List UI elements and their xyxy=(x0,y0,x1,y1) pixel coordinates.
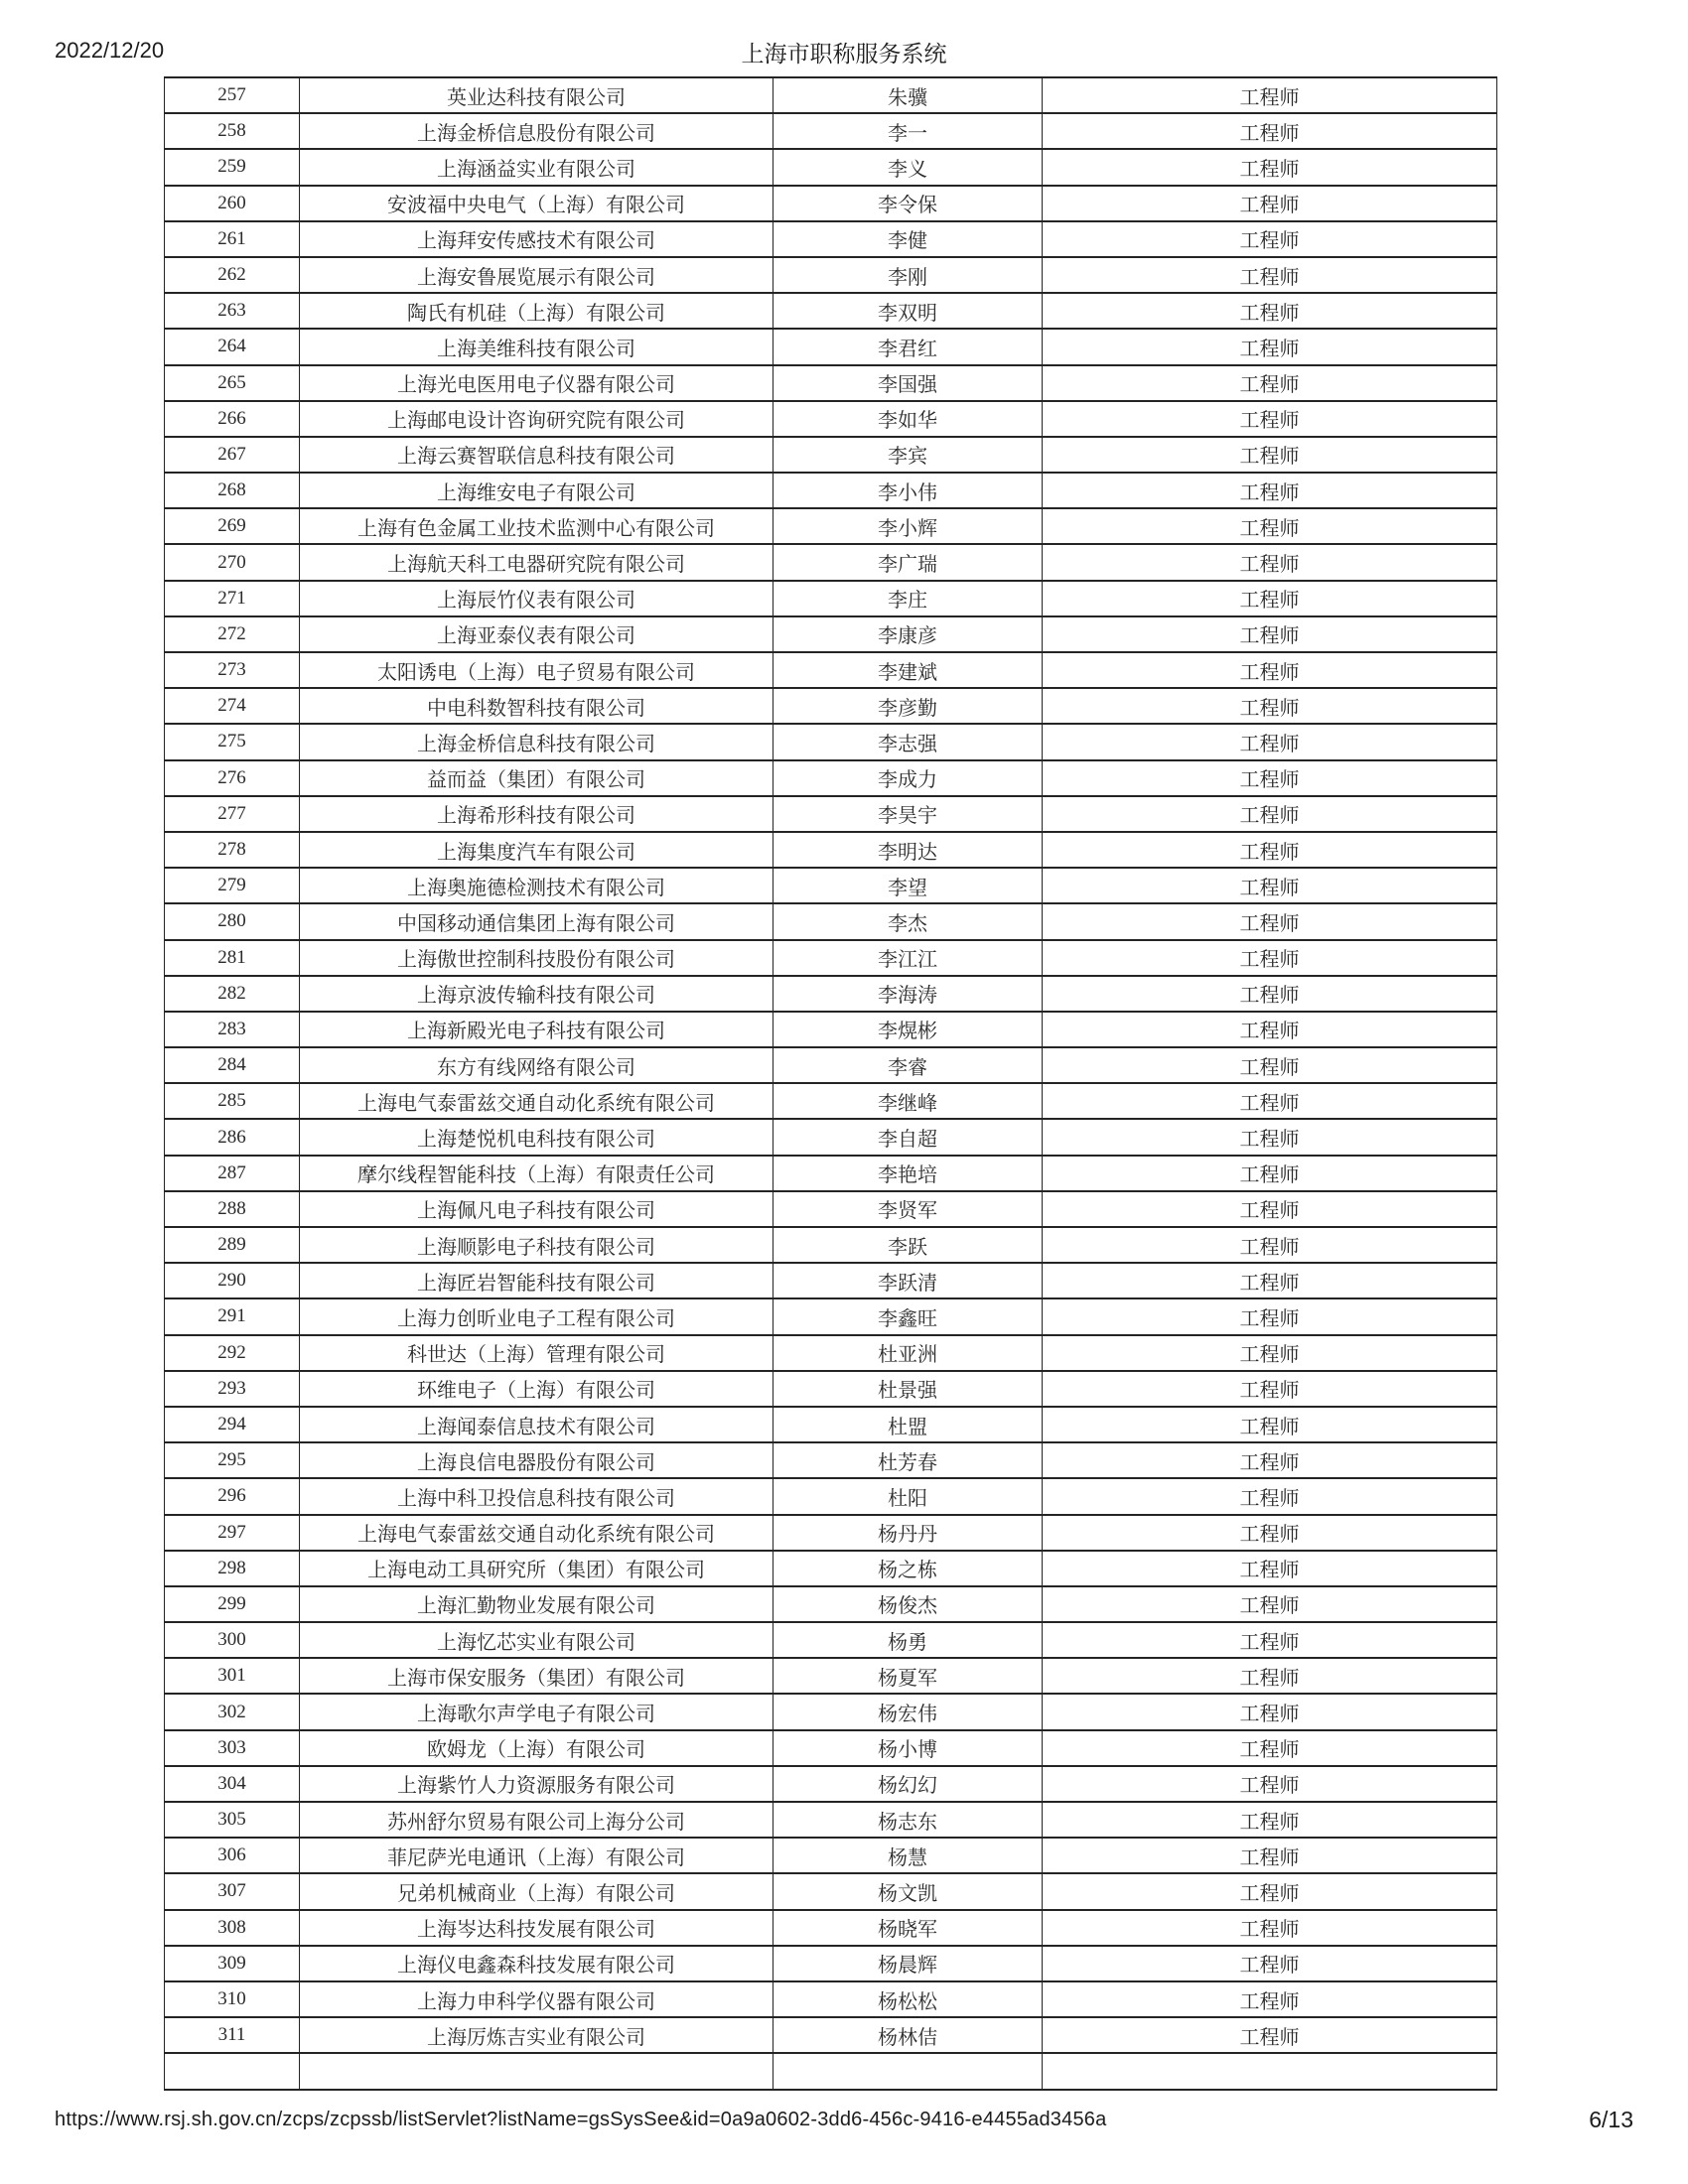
cell-title: 工程师 xyxy=(1043,1263,1497,1298)
table-row xyxy=(165,1371,1497,1407)
table-row xyxy=(165,1227,1497,1263)
cell-title: 工程师 xyxy=(1043,1515,1497,1551)
cell-name: 杨丹丹 xyxy=(774,1515,1043,1551)
cell-no: 307 xyxy=(165,1873,300,1909)
cell-company: 东方有线网络有限公司 xyxy=(300,1047,774,1083)
cell-name: 杨松松 xyxy=(774,1981,1043,2017)
table-row xyxy=(165,616,1497,652)
table-row xyxy=(165,1586,1497,1622)
cell-name: 李成力 xyxy=(774,760,1043,796)
cell-name: 李鑫旺 xyxy=(774,1298,1043,1334)
cell-title: 工程师 xyxy=(1043,1981,1497,2017)
cell-company: 摩尔线程智能科技（上海）有限责任公司 xyxy=(300,1156,774,1191)
cell-no: 303 xyxy=(165,1730,300,1766)
cell-name: 李双明 xyxy=(774,293,1043,329)
cell-no: 273 xyxy=(165,652,300,688)
table-row xyxy=(165,1694,1497,1729)
cell-title: 工程师 xyxy=(1043,77,1497,113)
cell-company: 上海傲世控制科技股份有限公司 xyxy=(300,940,774,976)
cell-no: 288 xyxy=(165,1191,300,1227)
cell-company: 上海紫竹人力资源服务有限公司 xyxy=(300,1766,774,1802)
cell-name: 李君红 xyxy=(774,329,1043,364)
table-row xyxy=(165,940,1497,976)
cell-company: 太阳诱电（上海）电子贸易有限公司 xyxy=(300,652,774,688)
cell-title: 工程师 xyxy=(1043,832,1497,868)
cell-name: 杨幻幻 xyxy=(774,1766,1043,1802)
cell-title-empty xyxy=(1043,2053,1497,2089)
cell-no: 263 xyxy=(165,293,300,329)
table-row xyxy=(165,1407,1497,1442)
cell-no: 267 xyxy=(165,437,300,473)
cell-name: 李宾 xyxy=(774,437,1043,473)
cell-title: 工程师 xyxy=(1043,221,1497,257)
cell-title: 工程师 xyxy=(1043,903,1497,939)
cell-name: 李刚 xyxy=(774,257,1043,293)
cell-no: 274 xyxy=(165,688,300,724)
cell-name: 李国强 xyxy=(774,365,1043,401)
cell-title: 工程师 xyxy=(1043,1730,1497,1766)
cell-company: 上海岑达科技发展有限公司 xyxy=(300,1910,774,1946)
cell-company: 益而益（集团）有限公司 xyxy=(300,760,774,796)
cell-no: 301 xyxy=(165,1658,300,1694)
table-row xyxy=(165,688,1497,724)
cell-title: 工程师 xyxy=(1043,1873,1497,1909)
cell-title: 工程师 xyxy=(1043,868,1497,903)
cell-title: 工程师 xyxy=(1043,365,1497,401)
cell-title: 工程师 xyxy=(1043,113,1497,149)
cell-no: 289 xyxy=(165,1227,300,1263)
cell-title: 工程师 xyxy=(1043,1551,1497,1586)
cell-name-empty xyxy=(774,2053,1043,2089)
cell-name: 李熀彬 xyxy=(774,1012,1043,1047)
cell-no: 271 xyxy=(165,581,300,616)
cell-company: 上海电气泰雷兹交通自动化系统有限公司 xyxy=(300,1083,774,1119)
table-row xyxy=(165,1156,1497,1191)
cell-no: 290 xyxy=(165,1263,300,1298)
cell-no: 266 xyxy=(165,401,300,437)
cell-name: 李艳培 xyxy=(774,1156,1043,1191)
cell-name: 李跃 xyxy=(774,1227,1043,1263)
table-row xyxy=(165,149,1497,185)
cell-title: 工程师 xyxy=(1043,186,1497,221)
cell-company: 上海佩凡电子科技有限公司 xyxy=(300,1191,774,1227)
cell-no: 308 xyxy=(165,1910,300,1946)
cell-name: 李康彦 xyxy=(774,616,1043,652)
page-title: 上海市职称服务系统 xyxy=(741,41,947,67)
table-body xyxy=(165,77,1497,2090)
cell-name: 李志强 xyxy=(774,724,1043,759)
cell-company: 上海力创昕业电子工程有限公司 xyxy=(300,1298,774,1334)
cell-name: 李自超 xyxy=(774,1119,1043,1155)
cell-title: 工程师 xyxy=(1043,149,1497,185)
cell-no: 260 xyxy=(165,186,300,221)
cell-title: 工程师 xyxy=(1043,1946,1497,1981)
cell-no: 281 xyxy=(165,940,300,976)
cell-title: 工程师 xyxy=(1043,473,1497,508)
cell-name: 李广瑞 xyxy=(774,544,1043,580)
cell-no: 258 xyxy=(165,113,300,149)
table-row xyxy=(165,1981,1497,2017)
table-row xyxy=(165,868,1497,903)
cell-company: 上海希形科技有限公司 xyxy=(300,796,774,832)
cell-company: 上海有色金属工业技术监测中心有限公司 xyxy=(300,508,774,544)
cell-company: 上海航天科工电器研究院有限公司 xyxy=(300,544,774,580)
cell-company: 上海电气泰雷兹交通自动化系统有限公司 xyxy=(300,1515,774,1551)
cell-name: 李如华 xyxy=(774,401,1043,437)
cell-company: 上海匠岩智能科技有限公司 xyxy=(300,1263,774,1298)
cell-title: 工程师 xyxy=(1043,1298,1497,1334)
cell-no: 295 xyxy=(165,1442,300,1478)
cell-no: 268 xyxy=(165,473,300,508)
cell-title: 工程师 xyxy=(1043,1156,1497,1191)
cell-company: 上海安鲁展览展示有限公司 xyxy=(300,257,774,293)
cell-title: 工程师 xyxy=(1043,1694,1497,1729)
table-row xyxy=(165,1119,1497,1155)
cell-title: 工程师 xyxy=(1043,940,1497,976)
cell-title: 工程师 xyxy=(1043,652,1497,688)
cell-no: 280 xyxy=(165,903,300,939)
cell-company: 上海顺影电子科技有限公司 xyxy=(300,1227,774,1263)
cell-company: 上海亚泰仪表有限公司 xyxy=(300,616,774,652)
cell-company: 上海美维科技有限公司 xyxy=(300,329,774,364)
cell-no: 294 xyxy=(165,1407,300,1442)
table-row xyxy=(165,186,1497,221)
cell-title: 工程师 xyxy=(1043,1012,1497,1047)
cell-no: 305 xyxy=(165,1802,300,1838)
cell-company: 上海集度汽车有限公司 xyxy=(300,832,774,868)
cell-title: 工程师 xyxy=(1043,1047,1497,1083)
cell-name: 杨勇 xyxy=(774,1622,1043,1658)
cell-company: 苏州舒尔贸易有限公司上海分公司 xyxy=(300,1802,774,1838)
cell-no: 269 xyxy=(165,508,300,544)
cell-title: 工程师 xyxy=(1043,257,1497,293)
cell-name: 杨宏伟 xyxy=(774,1694,1043,1729)
cell-company: 上海仪电鑫森科技发展有限公司 xyxy=(300,1946,774,1981)
cell-no: 272 xyxy=(165,616,300,652)
table-row xyxy=(165,401,1497,437)
cell-name: 李庄 xyxy=(774,581,1043,616)
cell-company: 上海闻泰信息技术有限公司 xyxy=(300,1407,774,1442)
table-row xyxy=(165,832,1497,868)
cell-no: 306 xyxy=(165,1838,300,1873)
table-row xyxy=(165,77,1497,113)
table-row xyxy=(165,976,1497,1012)
table-row xyxy=(165,437,1497,473)
cell-name: 李小辉 xyxy=(774,508,1043,544)
cell-title: 工程师 xyxy=(1043,1766,1497,1802)
table-row xyxy=(165,1478,1497,1514)
table-row xyxy=(165,113,1497,149)
cell-title: 工程师 xyxy=(1043,293,1497,329)
cell-no: 262 xyxy=(165,257,300,293)
table-row xyxy=(165,1910,1497,1946)
cell-no: 311 xyxy=(165,2017,300,2053)
cell-no: 293 xyxy=(165,1371,300,1407)
footer-url: https://www.rsj.sh.gov.cn/zcps/zcpssb/listServlet?listName=gsSysSee&id=0a9a0602-3dd6-456c-9416-e4455ad3456a xyxy=(55,2109,1107,2130)
cell-title: 工程师 xyxy=(1043,329,1497,364)
cell-name: 李小伟 xyxy=(774,473,1043,508)
cell-name: 李健 xyxy=(774,221,1043,257)
cell-company: 英业达科技有限公司 xyxy=(300,77,774,113)
cell-company: 上海忆芯实业有限公司 xyxy=(300,1622,774,1658)
table-row xyxy=(165,473,1497,508)
table-row xyxy=(165,1873,1497,1909)
cell-no: 299 xyxy=(165,1586,300,1622)
cell-company: 上海中科卫投信息科技有限公司 xyxy=(300,1478,774,1514)
cell-no: 287 xyxy=(165,1156,300,1191)
cell-no: 291 xyxy=(165,1298,300,1334)
cell-name: 杨志东 xyxy=(774,1802,1043,1838)
table-row xyxy=(165,1802,1497,1838)
cell-title: 工程师 xyxy=(1043,437,1497,473)
table-row xyxy=(165,1191,1497,1227)
cell-title: 工程师 xyxy=(1043,1802,1497,1838)
cell-company: 兄弟机械商业（上海）有限公司 xyxy=(300,1873,774,1909)
cell-no: 285 xyxy=(165,1083,300,1119)
table-row xyxy=(165,581,1497,616)
cell-name: 杨晨辉 xyxy=(774,1946,1043,1981)
cell-title: 工程师 xyxy=(1043,581,1497,616)
cell-no: 283 xyxy=(165,1012,300,1047)
cell-name: 李继峰 xyxy=(774,1083,1043,1119)
cell-title: 工程师 xyxy=(1043,616,1497,652)
cell-title: 工程师 xyxy=(1043,1658,1497,1694)
cell-no: 275 xyxy=(165,724,300,759)
cell-company: 安波福中央电气（上海）有限公司 xyxy=(300,186,774,221)
roster-table-wrapper xyxy=(164,76,1500,2098)
table-row xyxy=(165,1658,1497,1694)
cell-no: 304 xyxy=(165,1766,300,1802)
cell-company: 上海维安电子有限公司 xyxy=(300,473,774,508)
cell-name: 李海涛 xyxy=(774,976,1043,1012)
cell-company: 上海京波传输科技有限公司 xyxy=(300,976,774,1012)
cell-name: 杜芳春 xyxy=(774,1442,1043,1478)
cell-no: 300 xyxy=(165,1622,300,1658)
table-row xyxy=(165,760,1497,796)
cell-company: 上海金桥信息股份有限公司 xyxy=(300,113,774,149)
cell-no: 296 xyxy=(165,1478,300,1514)
cell-title: 工程师 xyxy=(1043,1478,1497,1514)
cell-no: 297 xyxy=(165,1515,300,1551)
table-row xyxy=(165,1551,1497,1586)
table-row xyxy=(165,1838,1497,1873)
cell-title: 工程师 xyxy=(1043,401,1497,437)
cell-company: 上海楚悦机电科技有限公司 xyxy=(300,1119,774,1155)
table-row xyxy=(165,293,1497,329)
cell-title: 工程师 xyxy=(1043,1586,1497,1622)
cell-title: 工程师 xyxy=(1043,1910,1497,1946)
cell-title: 工程师 xyxy=(1043,1191,1497,1227)
cell-title: 工程师 xyxy=(1043,1083,1497,1119)
cell-title: 工程师 xyxy=(1043,1838,1497,1873)
cell-name: 李望 xyxy=(774,868,1043,903)
table-row xyxy=(165,1730,1497,1766)
cell-company: 科世达（上海）管理有限公司 xyxy=(300,1335,774,1371)
cell-title: 工程师 xyxy=(1043,1442,1497,1478)
table-row xyxy=(165,903,1497,939)
cell-no: 310 xyxy=(165,1981,300,2017)
table-row xyxy=(165,365,1497,401)
table-row xyxy=(165,796,1497,832)
table-row xyxy=(165,221,1497,257)
cell-name: 李江江 xyxy=(774,940,1043,976)
cell-company: 上海力申科学仪器有限公司 xyxy=(300,1981,774,2017)
cell-title: 工程师 xyxy=(1043,1371,1497,1407)
cell-no: 270 xyxy=(165,544,300,580)
cell-name: 杜阳 xyxy=(774,1478,1043,1514)
cell-company: 上海金桥信息科技有限公司 xyxy=(300,724,774,759)
cell-company: 上海拜安传感技术有限公司 xyxy=(300,221,774,257)
table-row xyxy=(165,1622,1497,1658)
cell-company: 上海市保安服务（集团）有限公司 xyxy=(300,1658,774,1694)
cell-name: 杨俊杰 xyxy=(774,1586,1043,1622)
cell-name: 李义 xyxy=(774,149,1043,185)
cell-company: 上海邮电设计咨询研究院有限公司 xyxy=(300,401,774,437)
cell-no: 286 xyxy=(165,1119,300,1155)
table-row xyxy=(165,544,1497,580)
cell-no: 282 xyxy=(165,976,300,1012)
cell-no: 264 xyxy=(165,329,300,364)
cell-company: 上海厉炼吉实业有限公司 xyxy=(300,2017,774,2053)
cell-name: 李建斌 xyxy=(774,652,1043,688)
cell-name: 李睿 xyxy=(774,1047,1043,1083)
table-row xyxy=(165,1012,1497,1047)
table-row-partial xyxy=(165,2053,1497,2089)
cell-title: 工程师 xyxy=(1043,1622,1497,1658)
cell-title: 工程师 xyxy=(1043,1227,1497,1263)
cell-no: 265 xyxy=(165,365,300,401)
cell-no: 302 xyxy=(165,1694,300,1729)
cell-company: 上海云赛智联信息科技有限公司 xyxy=(300,437,774,473)
cell-title: 工程师 xyxy=(1043,544,1497,580)
cell-company: 上海歌尔声学电子有限公司 xyxy=(300,1694,774,1729)
print-date: 2022/12/20 xyxy=(55,38,165,63)
cell-no: 309 xyxy=(165,1946,300,1981)
cell-name: 李令保 xyxy=(774,186,1043,221)
page-number: 6/13 xyxy=(1589,2107,1633,2132)
cell-company: 上海辰竹仪表有限公司 xyxy=(300,581,774,616)
cell-title: 工程师 xyxy=(1043,724,1497,759)
cell-name: 杨文凯 xyxy=(774,1873,1043,1909)
cell-name: 李贤军 xyxy=(774,1191,1043,1227)
cell-title: 工程师 xyxy=(1043,796,1497,832)
cell-company: 菲尼萨光电通讯（上海）有限公司 xyxy=(300,1838,774,1873)
cell-company: 上海电动工具研究所（集团）有限公司 xyxy=(300,1551,774,1586)
cell-no: 259 xyxy=(165,149,300,185)
cell-no: 292 xyxy=(165,1335,300,1371)
cell-no: 277 xyxy=(165,796,300,832)
cell-title: 工程师 xyxy=(1043,976,1497,1012)
cell-title: 工程师 xyxy=(1043,1335,1497,1371)
table-row xyxy=(165,1263,1497,1298)
table-row xyxy=(165,1515,1497,1551)
cell-name: 杜景强 xyxy=(774,1371,1043,1407)
cell-name: 杨夏军 xyxy=(774,1658,1043,1694)
table-row xyxy=(165,2017,1497,2053)
cell-name: 杨晓军 xyxy=(774,1910,1043,1946)
table-row xyxy=(165,724,1497,759)
cell-company: 中电科数智科技有限公司 xyxy=(300,688,774,724)
cell-name: 李明达 xyxy=(774,832,1043,868)
cell-name: 李彦勤 xyxy=(774,688,1043,724)
table-row xyxy=(165,1298,1497,1334)
cell-company: 上海新殿光电子科技有限公司 xyxy=(300,1012,774,1047)
cell-company: 上海汇勤物业发展有限公司 xyxy=(300,1586,774,1622)
cell-name: 杨小博 xyxy=(774,1730,1043,1766)
table-row xyxy=(165,652,1497,688)
cell-no-empty xyxy=(165,2053,300,2089)
table-row xyxy=(165,1442,1497,1478)
cell-no: 257 xyxy=(165,77,300,113)
cell-no: 298 xyxy=(165,1551,300,1586)
cell-title: 工程师 xyxy=(1043,760,1497,796)
cell-name: 杜亚洲 xyxy=(774,1335,1043,1371)
cell-name: 李杰 xyxy=(774,903,1043,939)
cell-name: 杨之栋 xyxy=(774,1551,1043,1586)
cell-no: 276 xyxy=(165,760,300,796)
cell-no: 279 xyxy=(165,868,300,903)
cell-name: 朱骥 xyxy=(774,77,1043,113)
table-row xyxy=(165,329,1497,364)
table-row xyxy=(165,257,1497,293)
cell-title: 工程师 xyxy=(1043,1407,1497,1442)
cell-no: 261 xyxy=(165,221,300,257)
cell-company: 上海良信电器股份有限公司 xyxy=(300,1442,774,1478)
cell-title: 工程师 xyxy=(1043,508,1497,544)
cell-title: 工程师 xyxy=(1043,1119,1497,1155)
cell-name: 李跃清 xyxy=(774,1263,1043,1298)
table-row xyxy=(165,1335,1497,1371)
cell-name: 杜盟 xyxy=(774,1407,1043,1442)
table-row xyxy=(165,1083,1497,1119)
cell-name: 杨林佶 xyxy=(774,2017,1043,2053)
table-row xyxy=(165,1946,1497,1981)
cell-company: 上海奥施德检测技术有限公司 xyxy=(300,868,774,903)
cell-company: 中国移动通信集团上海有限公司 xyxy=(300,903,774,939)
cell-name: 杨慧 xyxy=(774,1838,1043,1873)
cell-company: 陶氏有机硅（上海）有限公司 xyxy=(300,293,774,329)
cell-company-empty xyxy=(300,2053,774,2089)
cell-company: 欧姆龙（上海）有限公司 xyxy=(300,1730,774,1766)
cell-no: 284 xyxy=(165,1047,300,1083)
cell-title: 工程师 xyxy=(1043,2017,1497,2053)
roster-table xyxy=(164,76,1497,2091)
cell-company: 上海光电医用电子仪器有限公司 xyxy=(300,365,774,401)
cell-name: 李昊宇 xyxy=(774,796,1043,832)
cell-name: 李一 xyxy=(774,113,1043,149)
cell-company: 上海涵益实业有限公司 xyxy=(300,149,774,185)
table-row xyxy=(165,1766,1497,1802)
cell-company: 环维电子（上海）有限公司 xyxy=(300,1371,774,1407)
cell-no: 278 xyxy=(165,832,300,868)
cell-title: 工程师 xyxy=(1043,688,1497,724)
table-row xyxy=(165,508,1497,544)
table-row xyxy=(165,1047,1497,1083)
